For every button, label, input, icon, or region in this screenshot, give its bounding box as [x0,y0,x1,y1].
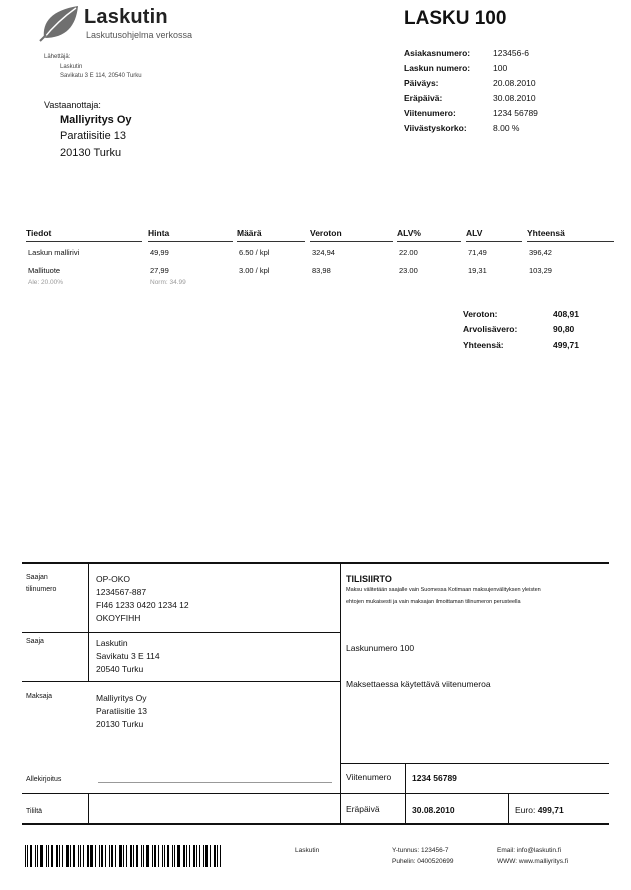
cell-price: 27,99 [150,266,169,275]
footer-email: Email: info@laskutin.fi [497,847,562,854]
signature-line [98,782,332,783]
table-header-total: Yhteensä [527,228,565,238]
signature-label: Allekirjoitus [26,776,62,783]
info-value-customer-number: 123456-6 [493,48,529,58]
slip-divider [88,563,89,681]
info-value-due-date: 30.08.2010 [493,93,536,103]
sender-line: Laskutin [60,64,83,70]
from-account-label: Tililtä [26,808,43,815]
info-key-customer-number: Asiakasnumero: [404,48,471,58]
payer-street: Paratiisitie 13 [96,706,148,716]
header-underline [527,241,614,242]
brand-name: Laskutin [84,6,168,28]
header-underline [26,241,142,242]
cell-quantity: 6.50 / kpl [239,248,270,257]
brand-tagline: Laskutusohjelma verkossa [86,30,193,40]
total-key-sum: Yhteensä: [463,340,504,350]
slip-divider [88,793,89,824]
slip-invoice-number: Laskunumero 100 [346,643,415,653]
recipient-label: Vastaanottaja: [44,100,101,110]
invoice-title: LASKU 100 [404,8,507,29]
payee-name: Laskutin [96,638,128,648]
slip-reference-value: 1234 56789 [412,773,457,783]
sender-label: Lähettäjä: [44,54,71,60]
header-underline [148,241,233,242]
slip-divider [22,793,609,794]
slip-divider [508,793,509,824]
header-underline [397,241,461,242]
cell-net: 83,98 [312,266,331,275]
table-header-price: Hinta [148,228,170,238]
cell-details: Mallituote [28,266,61,275]
cell-vat: 19,31 [468,266,487,275]
slip-amount [515,805,564,815]
payee-account-label: Saajan [26,574,48,581]
slip-divider [405,763,406,824]
slip-divider [22,681,340,682]
recipient-city: 20130 Turku [60,147,122,159]
cell-total: 396,42 [529,248,552,257]
table-header-details: Tiedot [26,228,52,238]
payee-bank: OP-OKO [96,574,131,584]
cell-total: 103,29 [529,266,552,275]
reference-instruction: Maksettaessa käytettävä viitenumeroa [346,679,491,689]
slip-due-label: Eräpäivä [346,804,380,814]
payee-label: Saaja [26,638,44,645]
slip-divider [340,763,609,764]
info-key-date: Päiväys: [404,78,439,88]
cell-quantity: 3.00 / kpl [239,266,270,275]
cell-details: Laskun mallirivi [28,248,80,257]
info-value-reference: 1234 56789 [493,108,538,118]
slip-amount-label: Euro: [515,805,536,815]
cell-net: 324,94 [312,248,335,257]
table-header-quantity: Määrä [237,228,262,238]
payment-barcode-icon [25,845,225,867]
transfer-note: Maksu välitetään saajalle vain Suomessa Kotimaan maksujenvälityksen yleisten [346,587,541,593]
info-key-due-date: Eräpäivä: [404,93,443,103]
payer-name: Malliyritys Oy [96,693,147,703]
total-key-vat: Arvolisävero: [463,324,518,334]
transfer-title: TILISIIRTO [346,574,392,584]
footer-www: WWW: www.malliyritys.fi [497,858,569,865]
footer-business-id: Y-tunnus: 123456-7 [392,847,449,854]
slip-amount-value: 499,71 [537,805,564,815]
cell-vat-percent: 23.00 [399,266,418,275]
cell-price: 49,99 [150,248,169,257]
cell-vat: 71,49 [468,248,487,257]
footer-phone: Puhelin: 0400520699 [392,858,454,865]
sender-line: Savikatu 3 E 114, 20540 Turku [60,73,142,79]
payee-bic: OKOYFIHH [96,613,141,623]
slip-due-value: 30.08.2010 [412,805,455,815]
payee-account-number: 1234567-887 [96,587,147,597]
info-key-late-interest: Viivästyskorko: [404,123,467,133]
header-underline [466,241,522,242]
recipient-name: Malliyritys Oy [60,114,132,126]
payer-city: 20130 Turku [96,719,144,729]
slip-divider [340,563,341,824]
recipient-street: Paratiisitie 13 [60,130,127,142]
header-underline [237,241,305,242]
table-header-vat: ALV [466,228,483,238]
table-header-net: Veroton [310,228,342,238]
info-key-invoice-number: Laskun numero: [404,63,471,73]
info-value-late-interest: 8.00 % [493,123,520,133]
payee-city: 20540 Turku [96,664,144,674]
total-value-vat: 90,80 [553,324,575,334]
info-value-invoice-number: 100 [493,63,508,73]
payee-account-label: tilinumero [26,586,57,593]
payer-label: Maksaja [26,693,53,700]
total-value-sum: 499,71 [553,340,579,350]
slip-top-border [22,562,609,564]
payee-street: Savikatu 3 E 114 [96,651,160,661]
footer-company: Laskutin [295,847,320,854]
info-value-date: 20.08.2010 [493,78,536,88]
slip-divider [22,632,340,633]
slip-reference-label: Viitenumero [346,772,392,782]
total-key-net: Veroton: [463,309,498,319]
info-key-reference: Viitenumero: [404,108,456,118]
discount-note: Ale: 20.00% [28,279,64,286]
total-value-net: 408,91 [553,309,579,319]
normal-price-note: Norm: 34.99 [150,279,186,286]
payee-iban: FI46 1233 0420 1234 12 [96,600,189,610]
cell-vat-percent: 22.00 [399,248,418,257]
transfer-note: ehtojen mukaisesti ja vain maksajan ilmoittaman tilinumeron perusteella [346,599,521,605]
table-header-vat-percent: ALV% [397,228,421,238]
header-underline [310,241,393,242]
slip-bottom-border [22,823,609,825]
laskutin-leaf-logo-icon [38,4,82,42]
